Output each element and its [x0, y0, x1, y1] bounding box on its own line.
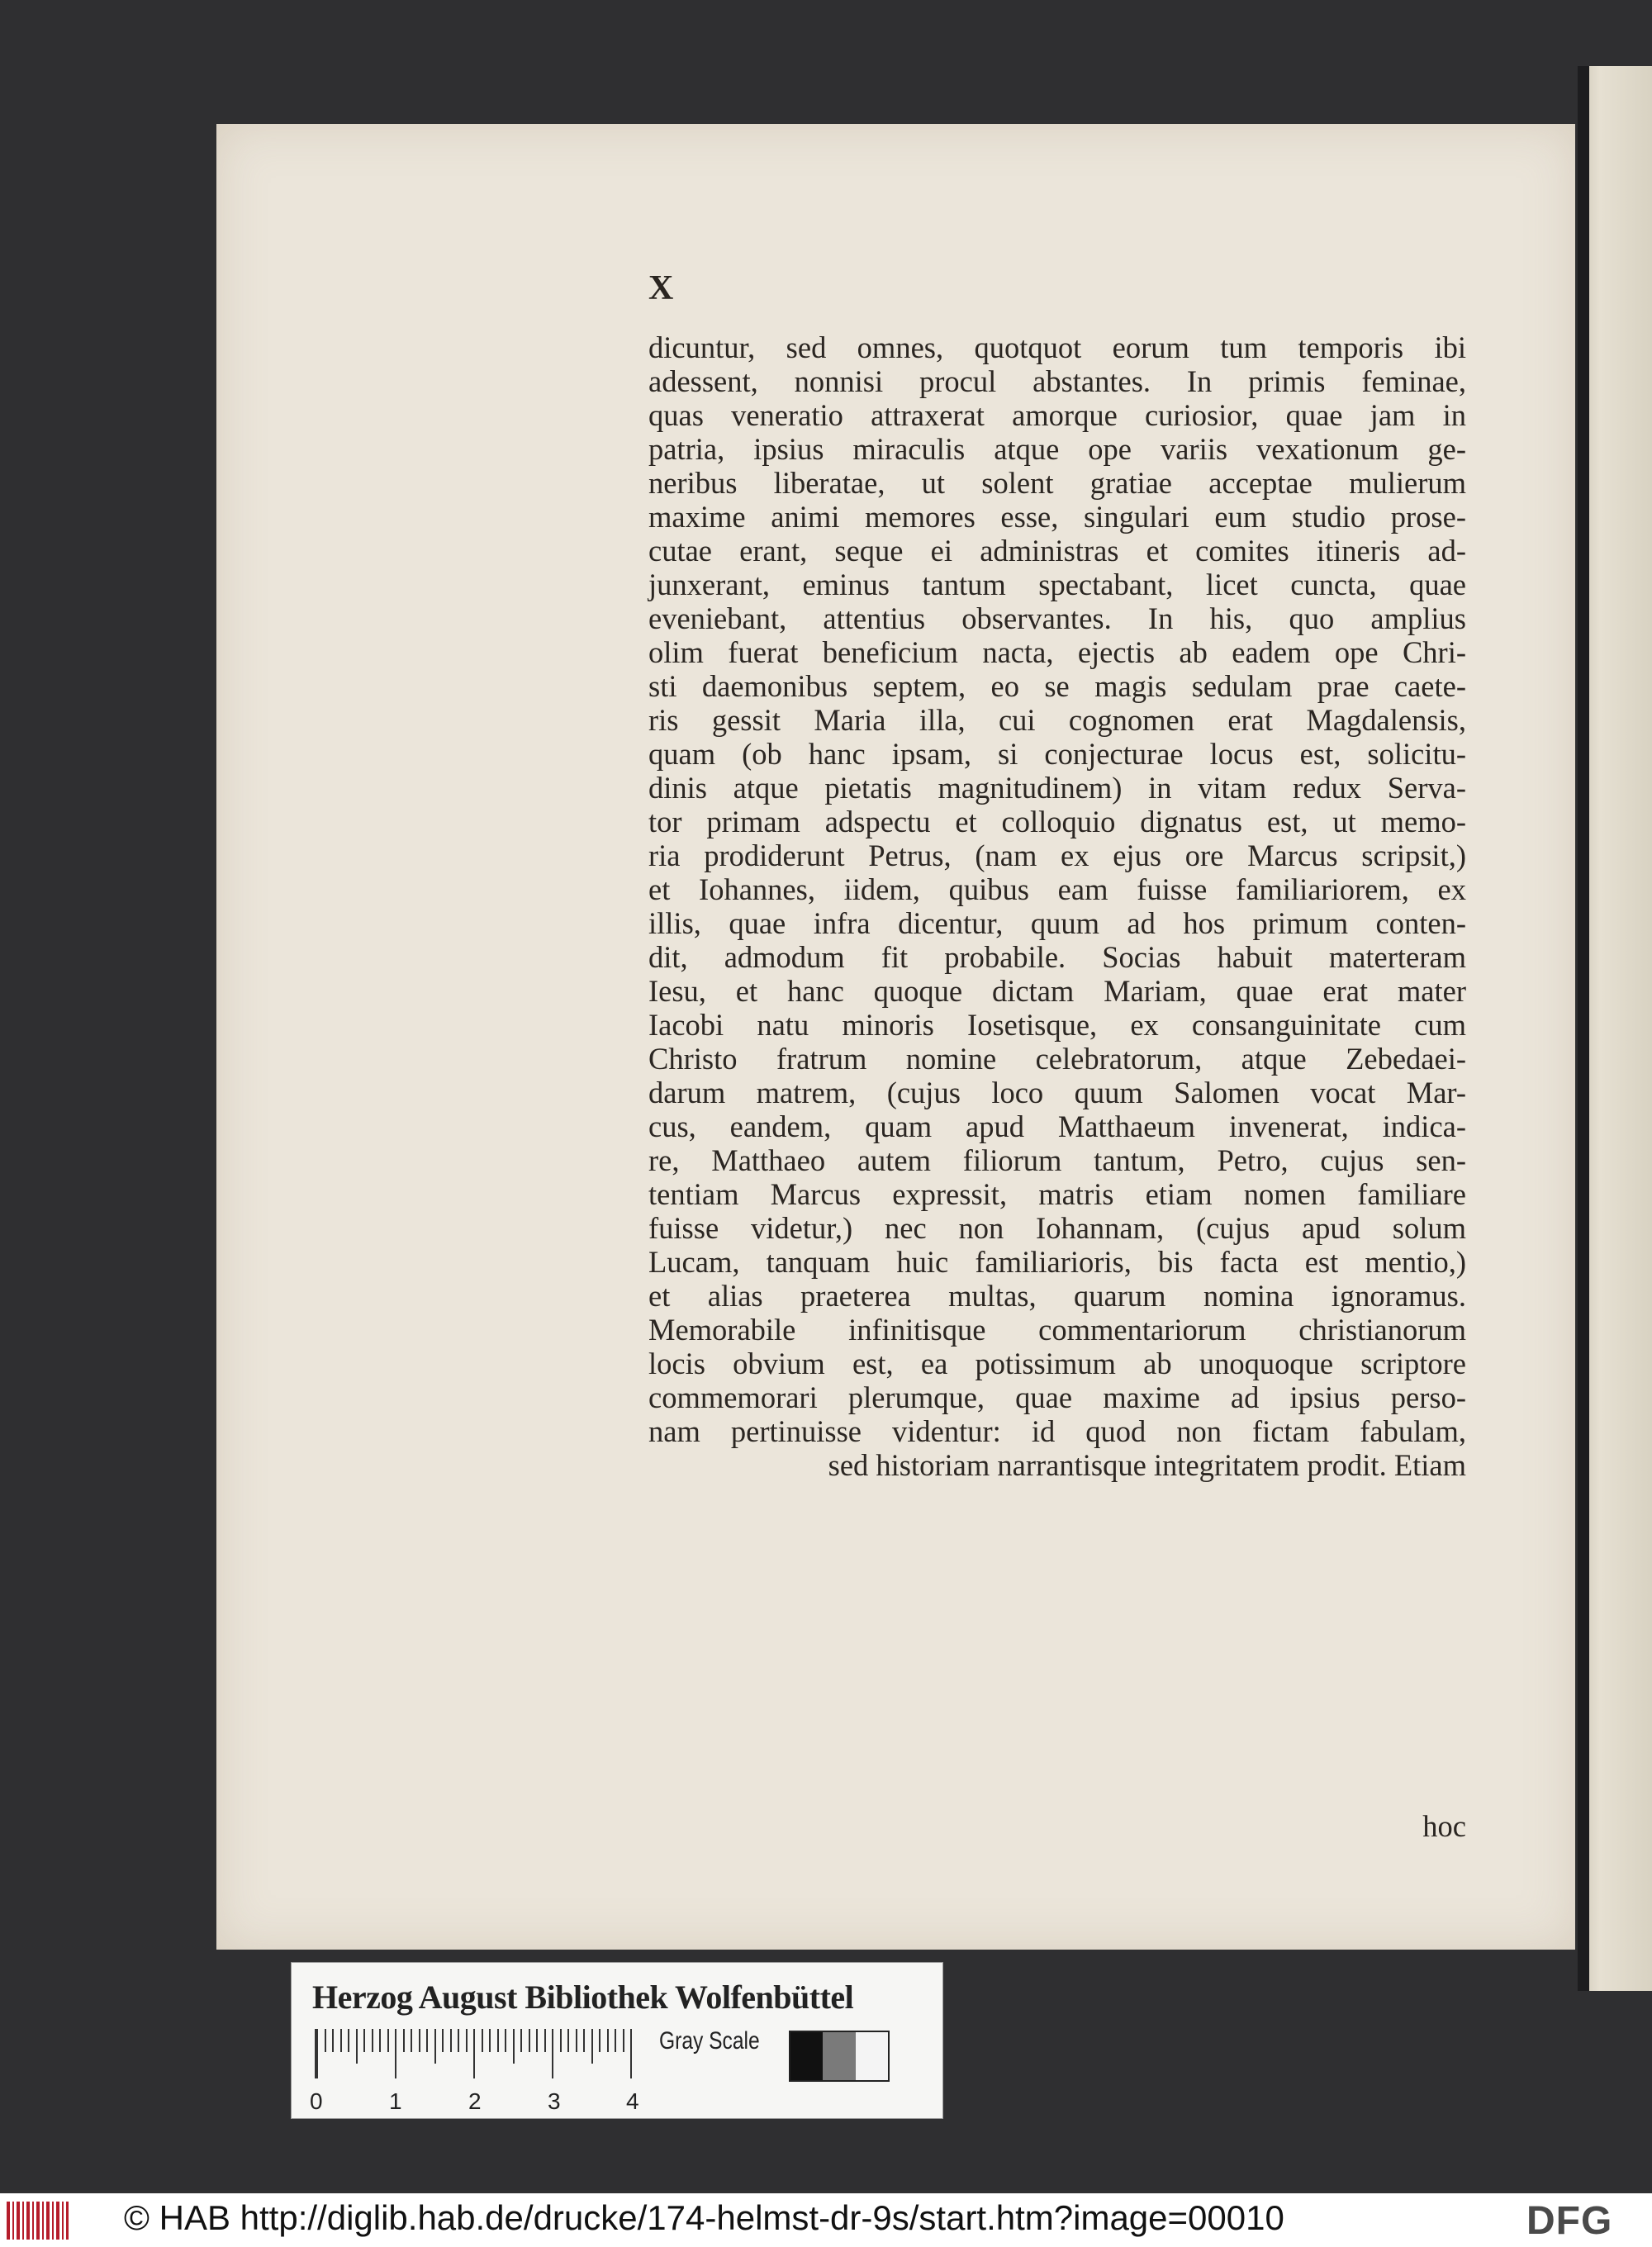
ruler-tick [411, 2029, 412, 2052]
text-line: adessent, nonnisi procul abstantes. In primis feminae, [648, 364, 1466, 398]
text-line: patria, ipsius miraculis atque ope variis vexationum ge- [648, 432, 1466, 466]
text-line: quas veneratio attraxerat amorque curiosior, quae jam in [648, 398, 1466, 432]
text-line: Memorabile infinitisque commentariorum christianorum [648, 1313, 1466, 1347]
ruler-tick [419, 2029, 420, 2052]
page-signature-mark: X [648, 269, 674, 307]
text-line: darum matrem, (cujus loco quum Salomen vocat Mar- [648, 1076, 1466, 1109]
gray-swatch [823, 2032, 855, 2080]
ruler-tick [607, 2029, 609, 2052]
ruler-tick [560, 2029, 562, 2052]
ruler-tick [567, 2029, 569, 2052]
ruler-tick [576, 2029, 577, 2052]
text-line: cutae erant, seque ei administras et comites itineris ad- [648, 534, 1466, 568]
text-line: et alias praeterea multas, quarum nomina ignoramus. [648, 1279, 1466, 1313]
footer-bar [0, 2193, 1652, 2247]
text-line: sed historiam narrantisque integritatem prodit. Etiam [828, 1448, 1466, 1482]
ruler-tick [544, 2029, 546, 2052]
text-line: maxime animi memores esse, singulari eum studio prose- [648, 500, 1466, 534]
ruler-tick [630, 2029, 632, 2078]
ruler-tick [340, 2029, 342, 2052]
ruler-tick [442, 2029, 444, 2052]
ruler-tick [434, 2029, 436, 2064]
book-spine [1578, 66, 1589, 1991]
ruler-tick [489, 2029, 491, 2052]
ruler-number: 3 [548, 2088, 561, 2114]
gray-scale-chart [789, 2031, 890, 2082]
ruler-number: 2 [468, 2088, 482, 2114]
ruler-tick [426, 2029, 428, 2052]
text-line: dit, admodum fit probabile. Socias habuit materteram [648, 940, 1466, 974]
ruler-tick [591, 2029, 593, 2064]
text-line: re, Matthaeo autem filiorum tantum, Petro, cujus sen- [648, 1143, 1466, 1177]
text-line: quam (ob hanc ipsam, si conjecturae locus est, solicitu- [648, 737, 1466, 771]
ruler-tick [458, 2029, 459, 2052]
gray-scale-label: Gray Scale [659, 2027, 760, 2055]
text-line: nam pertinuisse videntur: id quod non fictam fabulam, [648, 1414, 1466, 1448]
ruler-number: 1 [389, 2088, 402, 2114]
text-line: cus, eandem, quam apud Matthaeum invenerat, indica- [648, 1109, 1466, 1143]
text-line: locis obvium est, ea potissimum ab unoquoque scriptore [648, 1347, 1466, 1380]
catchword: hoc [1422, 1809, 1466, 1843]
text-line: Iesu, et hanc quoque dictam Mariam, quae erat mater [648, 974, 1466, 1008]
page-text-block [648, 330, 1466, 1843]
text-line: Iacobi natu minoris Iosetisque, ex consanguinitate cum [648, 1008, 1466, 1042]
text-line: tor primam adspectu et colloquio dignatus est, ut memo- [648, 805, 1466, 838]
ruler-tick [466, 2029, 468, 2052]
text-line: et Iohannes, iidem, quibus eam fuisse familiariorem, ex [648, 872, 1466, 906]
ruler-tick [529, 2029, 530, 2052]
ruler-number: 0 [310, 2088, 323, 2114]
ruler-tick [615, 2029, 616, 2052]
text-line: commemorari plerumque, quae maxime ad ipsius perso- [648, 1380, 1466, 1414]
ruler-tick [379, 2029, 381, 2052]
copyright-url: © HAB http://diglib.hab.de/drucke/174-helmst-dr-9s/start.htm?image=00010 [124, 2198, 1284, 2237]
text-line: olim fuerat beneficium nacta, ejectis ab eadem ope Chri- [648, 635, 1466, 669]
ruler-tick [599, 2029, 601, 2052]
hab-logo [7, 2202, 69, 2240]
text-line: fuisse videtur,) nec non Iohannam, (cujus apud solum [648, 1211, 1466, 1245]
ruler-tick [387, 2029, 389, 2052]
gray-swatch [790, 2032, 823, 2080]
ruler-tick [372, 2029, 373, 2052]
scale-ruler [315, 2029, 630, 2078]
ruler-tick [583, 2029, 585, 2052]
library-name: Herzog August Bibliothek Wolfenbüttel [312, 1979, 854, 2016]
text-line: junxerant, eminus tantum spectabant, licet cuncta, quae [648, 568, 1466, 601]
text-line: neribus liberatae, ut solent gratiae acceptae mulierum [648, 466, 1466, 500]
dfg-logo: DFG [1526, 2199, 1613, 2243]
text-line: tentiam Marcus expressit, matris etiam nomen familiare [648, 1177, 1466, 1211]
book-page [216, 124, 1575, 1950]
text-line: dicuntur, sed omnes, quotquot eorum tum temporis ibi [648, 330, 1466, 364]
text-line: eveniebant, attentius observantes. In his, quo amplius [648, 601, 1466, 635]
ruler-tick [450, 2029, 452, 2052]
gray-swatch [856, 2032, 888, 2080]
ruler-tick [363, 2029, 365, 2052]
ruler-tick [348, 2029, 349, 2052]
ruler-tick [552, 2029, 553, 2078]
ruler-tick [520, 2029, 522, 2052]
ruler-tick [505, 2029, 506, 2052]
ruler-number: 4 [626, 2088, 639, 2114]
ruler-tick [497, 2029, 499, 2052]
text-line: ria prodiderunt Petrus, (nam ex ejus ore Marcus scripsit,) [648, 838, 1466, 872]
ruler-tick [356, 2029, 358, 2064]
text-line: Christo fratrum nomine celebratorum, atque Zebedaei- [648, 1042, 1466, 1076]
adjacent-page-edge [1578, 66, 1652, 1991]
ruler-tick [623, 2029, 624, 2052]
ruler-tick [403, 2029, 405, 2052]
ruler-tick [325, 2029, 326, 2052]
ruler-tick [473, 2029, 475, 2078]
ruler-tick [536, 2029, 538, 2052]
ruler-tick [332, 2029, 334, 2052]
ruler-tick [513, 2029, 515, 2064]
text-line: illis, quae infra dicentur, quum ad hos primum conten- [648, 906, 1466, 940]
library-label-card [291, 1962, 943, 2119]
ruler-tick [316, 2029, 318, 2078]
ruler-tick [395, 2029, 396, 2078]
ruler-tick [482, 2029, 483, 2052]
text-line: Lucam, tanquam huic familiarioris, bis facta est mentio,) [648, 1245, 1466, 1279]
text-line: ris gessit Maria illa, cui cognomen erat Magdalensis, [648, 703, 1466, 737]
text-line: dinis atque pietatis magnitudinem) in vitam redux Serva- [648, 771, 1466, 805]
text-line: sti daemonibus septem, eo se magis sedulam prae caete- [648, 669, 1466, 703]
